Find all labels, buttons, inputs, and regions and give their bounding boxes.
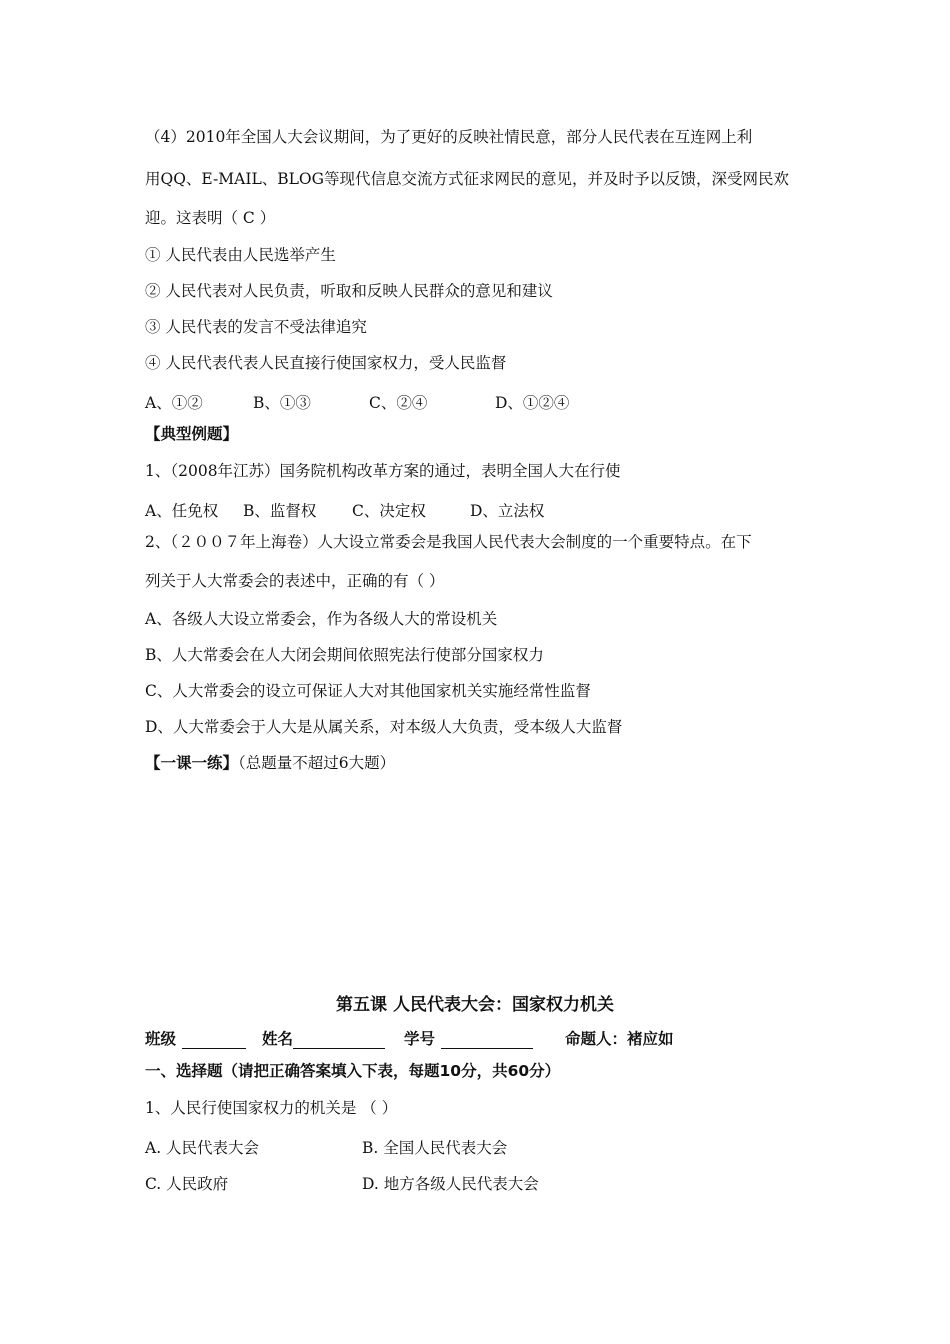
class-label: 班级 xyxy=(145,1030,177,1048)
example-q1-option-b: B、监督权 xyxy=(243,502,317,520)
class-field xyxy=(145,1027,246,1049)
id-field xyxy=(404,1027,533,1049)
lesson-title: 第五课 人民代表大会：国家权力机关 xyxy=(336,995,614,1015)
practice-note: （总题量不超过6大题） xyxy=(238,754,396,772)
q4-item: ① 人民代表由人民选举产生 xyxy=(145,246,336,264)
q4-line-2: 用QQ、E-MAIL、BLOG等现代信息交流方式征求网民的意见，并及时予以反馈，深受网民欢 xyxy=(145,170,790,188)
q4-item: ② 人民代表对人民负责，听取和反映人民群众的意见和建议 xyxy=(145,282,553,300)
examples-heading: 【典型例题】 xyxy=(145,425,239,443)
lesson-q1-option-d: D. 地方各级人民代表大会 xyxy=(362,1175,539,1193)
lesson-q1-option-b: B. 全国人民代表大会 xyxy=(362,1139,508,1157)
practice-heading: 【一课一练】 xyxy=(145,754,239,772)
q4-item: ③ 人民代表的发言不受法律追究 xyxy=(145,318,367,336)
id-blank xyxy=(441,1034,533,1049)
q4-option-a: A、①② xyxy=(145,394,203,412)
class-blank xyxy=(182,1034,246,1049)
example-q2-line-1: 2、（２００７年上海卷）人大设立常委会是我国人民代表大会制度的一个重要特点。在下 xyxy=(145,533,752,551)
q4-option-d: D、①②④ xyxy=(495,394,570,412)
example-q2-line-2: 列关于人大常委会的表述中，正确的有（ ） xyxy=(145,572,445,590)
name-blank xyxy=(293,1034,385,1049)
lesson-q1: 1、人民行使国家权力的机关是 （ ） xyxy=(145,1099,398,1117)
lesson-q1-option-a: A. 人民代表大会 xyxy=(145,1139,260,1157)
q4-line-3: 迎。这表明（ C ） xyxy=(145,209,276,227)
example-q2-option: C、人大常委会的设立可保证人大对其他国家机关实施经常性监督 xyxy=(145,682,591,700)
name-label: 姓名 xyxy=(262,1030,294,1048)
q4-line-1: （4）2010年全国人大会议期间，为了更好的反映社情民意，部分人民代表在互连网上利 xyxy=(145,128,753,146)
q4-option-c: C、②④ xyxy=(369,394,428,412)
name-field xyxy=(262,1027,385,1049)
example-q1-option-a: A、任免权 xyxy=(145,502,219,520)
example-q2-option: A、各级人大设立常委会，作为各级人大的常设机关 xyxy=(145,610,498,628)
id-label: 学号 xyxy=(404,1030,436,1048)
lesson-q1-option-c: C. 人民政府 xyxy=(145,1175,229,1193)
example-q1-option-c: C、决定权 xyxy=(352,502,426,520)
practice-line xyxy=(145,756,395,772)
author: 命题人：褚应如 xyxy=(565,1030,674,1048)
q4-item: ④ 人民代表代表人民直接行使国家权力，受人民监督 xyxy=(145,354,507,372)
q4-option-b: B、①③ xyxy=(253,394,311,412)
example-q1-option-d: D、立法权 xyxy=(470,502,545,520)
section-1-heading: 一、选择题（请把正确答案填入下表，每题10分，共60分） xyxy=(145,1062,561,1080)
example-q2-option: B、人大常委会在人大闭会期间依照宪法行使部分国家权力 xyxy=(145,646,544,664)
example-q2-option: D、人大常委会于人大是从属关系，对本级人大负责，受本级人大监督 xyxy=(145,718,623,736)
example-q1: 1、（2008年江苏）国务院机构改革方案的通过，表明全国人大在行使 xyxy=(145,462,621,480)
